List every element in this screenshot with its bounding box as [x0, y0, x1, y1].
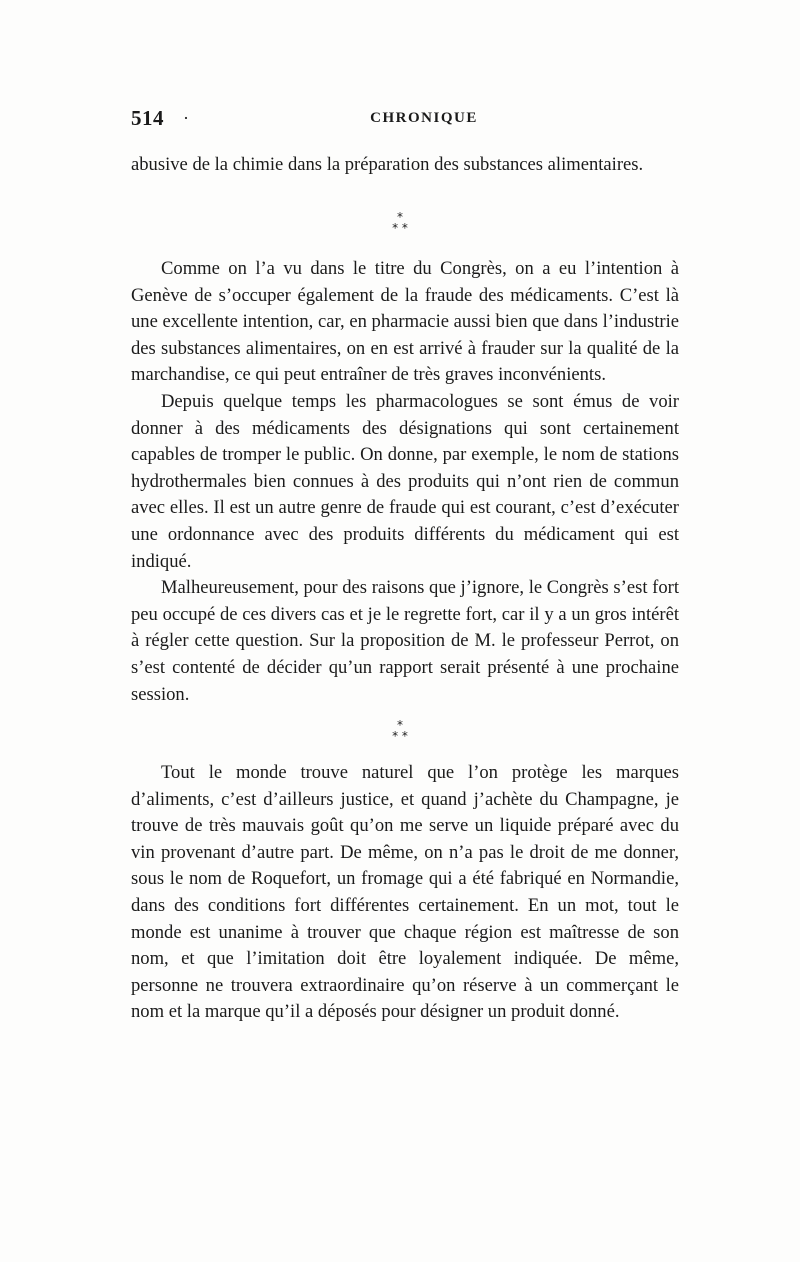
- paragraph-trademarks: Tout le monde trouve naturel que l’on protège les marques d’aliments, c’est d’ailleurs justice, et quand j’achète du Champagne, je trouve de très mauvais goût qu’on me serve un liquide préparé avec du vin provenant d’autre part. De même, on n’a pas le droit de me donner, sous le nom de Roquefort, un fromage qui a été fabriqué en Normandie, dans des conditions fort différentes certainement. En un mot, tout le monde est unanime à trouver que chaque région est maîtresse de son nom, et que l’imitation doit être loyalement indiquée. De même, personne ne trouvera extraordinaire qu’on réserve à un commerçant le nom et la marque qu’il a déposés pour désigner un produit donné.: [131, 762, 679, 1023]
- asterism-star-top: *: [397, 718, 403, 732]
- asterism-star-top: *: [397, 210, 403, 224]
- paragraph-continuation: abusive de la chimie dans la préparation des substances alimentaires.: [131, 154, 644, 175]
- section-trademarks: [131, 760, 679, 1026]
- paragraph-congress-intention: Comme on l’a vu dans le titre du Congrès, on a eu l’intention à Genève de s’occuper également de la fraude des médicaments. C’est là une excellente intention, car, en pharmacie aussi bien que dans l’industrie des substances alimentaires, on en est arrivé à frauder sur la qualité de la marchandise, ce qui peut entraîner de très graves inconvénients.: [131, 258, 679, 386]
- section-asterism-2: [360, 720, 440, 750]
- paragraph-pharmacologists: Depuis quelque temps les pharmacologues se sont émus de voir donner à des médicaments des désignations qui sont certainement capables de tromper le public. On donne, par exemple, le nom de stations hydrothermales bien connues à des produits qui n’ont rien de commun avec elles. Il est un autre genre de fraude qui est courant, c’est d’exécuter une ordonnance avec des produits différents du médicament qui est indiqué.: [131, 390, 679, 572]
- paragraph-regret: Malheureusement, pour des raisons que j’ignore, le Congrès s’est fort peu occupé de ces divers cas et je le regrette fort, car il y a un gros intérêt à régler cette question. Sur la proposition de M. le professeur Perrot, on s’est contenté de décider qu’un rapport serait présenté à une prochaine session.: [131, 577, 679, 705]
- header-separator: ·: [183, 108, 189, 128]
- page-header: [131, 106, 679, 132]
- section-asterism-1: [360, 212, 440, 242]
- running-title: CHRONIQUE: [370, 110, 478, 126]
- asterism-stars-bottom: * *: [392, 729, 408, 743]
- continued-paragraph-block: [131, 152, 679, 179]
- page-number: 514: [131, 106, 164, 130]
- asterism-stars-bottom: * *: [392, 221, 408, 235]
- section-drug-fraud: [131, 256, 679, 708]
